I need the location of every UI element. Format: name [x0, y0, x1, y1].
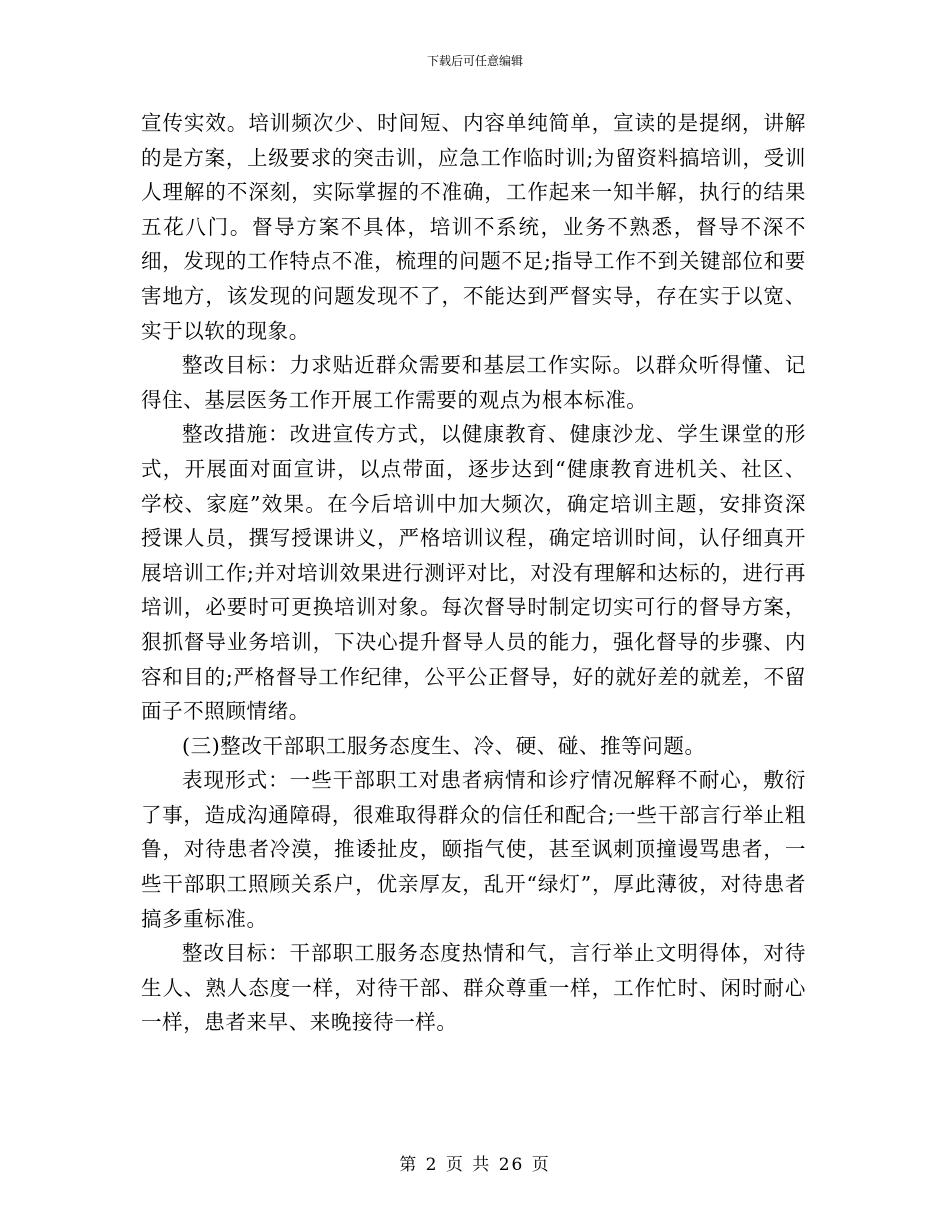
paragraph-manifestation: 表现形式：一些干部职工对患者病情和诊疗情况解释不耐心，敷衍了事，造成沟通障碍，很难取得群众的信任和配合;一些干部言行举止粗鲁，对待患者冷漠，推诿扯皮，颐指气使，甚至讽刺顶撞谩骂患者，一些干部职工照顾关系户，优亲厚友，乱开“绿灯”，厚此薄彼，对待患者搞多重标准。 — [141, 768, 806, 931]
paragraph-rectification-measures: 整改措施：改进宣传方式，以健康教育、健康沙龙、学生课堂的形式，开展面对面宣讲，以点带面，逐步达到“健康教育进机关、社区、学校、家庭”效果。在今后培训中加大频次，确定培训主题，安排资深授课人员，撰写授课讲义，严格培训议程，确定培训时间，认仔细真开展培训工作;并对培训效果进行测评对比，对没有理解和达标的，进行再培训，必要时可更换培训对象。每次督导时制定切实可行的督导方案，狠抓督导业务培训，下决心提升督导人员的能力，强化督导的步骤、内容和目的;严格督导工作纪律，公平公正督导，好的就好差的就差，不留面子不照顾情绪。 — [141, 422, 806, 724]
page-header: 下载后可任意编辑 — [426, 54, 523, 68]
paragraph-continuation: 宣传实效。培训频次少、时间短、内容单纯简单，宣读的是提纲，讲解的是方案，上级要求的突击训，应急工作临时训;为留资料搞培训，受训人理解的不深刻，实际掌握的不准确，工作起来一知半解，执行的结果五花八门。督导方案不具体，培训不系统，业务不熟悉，督导不深不细，发现的工作特点不准，梳理的问题不足;指导工作不到关键部位和要害地方，该发现的问题发现不了，不能达到严督实导，存在实于以宽、实于以软的现象。 — [141, 111, 806, 343]
document-body — [141, 106, 806, 1040]
paragraph-rectification-goal-2: 整改目标：干部职工服务态度热情和气，言行举止文明得体，对待生人、熟人态度一样，对待干部、群众尊重一样，工作忙时、闲时耐心一样，患者来早、来晚接待一样。 — [141, 941, 806, 1035]
section-heading-3: (三)整改干部职工服务态度生、冷、硬、碰、推等问题。 — [182, 733, 706, 758]
page-footer: 第 2 页 共 26 页 — [399, 1155, 551, 1175]
paragraph-rectification-goal-1: 整改目标：力求贴近群众需要和基层工作实际。以群众听得懂、记得住、基层医务工作开展工作需要的观点为根本标准。 — [141, 353, 806, 412]
